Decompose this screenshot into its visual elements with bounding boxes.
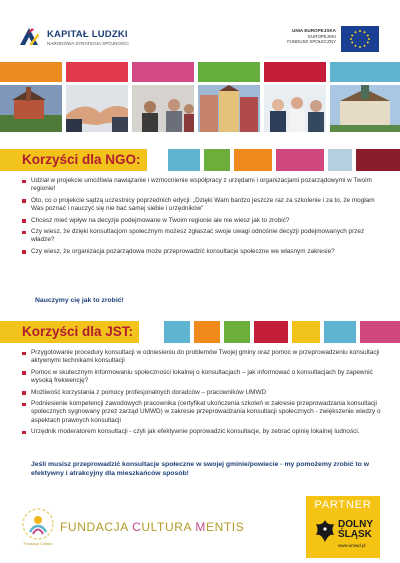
partner-label: PARTNER [314,499,372,511]
townhouses-photo [198,85,260,132]
ngo-title: Korzyści dla NGO: [0,149,147,171]
dolny-slask-eagle-icon [314,518,336,544]
jst-benefits-list [22,349,384,440]
list-item: Pomoc w skutecznym informowaniu społeczności lokalnej o konsultacjach – jak informować o konsultacjach by zapewnić wysoką frekwencję? [22,369,384,386]
town-hall-photo [330,85,400,132]
list-item: Czy wiesz, że dzięki konsultacjom społecznym możesz zgłaszać swoje uwagi odnośnie decyzji podejmowanych przez władze? [22,228,384,245]
jst-title: Korzyści dla JST: [0,321,139,343]
eu-logo [280,26,382,54]
list-item: Urzędnik moderatorem konsultacji - czyli jak efektywnie poprowadzić konsultacje, by zebrać opinię lokalnej ludności. [22,428,384,436]
mosaic-tile [66,62,128,82]
mosaic-tile [330,62,400,82]
list-item: Udział w projekcie umożliwia nawiązanie i wzmocnienie współpracy z urzędami i organizacjami pozarządowymi w Twoim regionie! [22,177,384,194]
kapital-ludzki-title: KAPITAŁ LUDZKI [47,29,128,40]
dolny-slask-url: www.umwd.pl [338,543,366,548]
banner-square [356,149,400,171]
handshake-photo [66,85,128,132]
list-item: Czy wiesz, że organizacja pozarządowa może przeprowadzić konsultacje społeczne we własnym zakresie? [22,248,384,256]
ngo-benefits-list [22,177,384,259]
audience-photo [132,85,194,132]
banner-square [254,321,288,343]
office-team-photo [264,85,326,132]
list-item: Oto, co o projekcie sądzą uczestnicy poprzednich edycji: „Dzięki Wam bardzo jeszcze raz za szkolenie i za to, że mogłam Was poznać i nauczyć się nie bać samej siebie i urzędników” [22,197,384,214]
banner-square [328,149,352,171]
fundacja-logo-icon [20,506,56,542]
eu-line1: EUROPEJSKI [308,33,336,39]
banner-square [324,321,356,343]
kapital-ludzki-subtitle: NARODOWA STRATEGIA SPÓJNOŚCI [47,41,129,46]
list-item: Możliwość korzystania z pomocy profesjonalnych doradców – pracowników UMWD [22,389,384,397]
eu-line2: FUNDUSZ SPOŁECZNY [287,39,336,45]
partner-badge [306,496,380,558]
eu-title: UNIA EUROPEJSKA [292,28,336,33]
kapital-ludzki-logo-icon [18,25,40,47]
fundacja-ring-text: Fundacja Cultura [23,542,53,546]
jst-banner [0,321,400,343]
banner-square [234,149,272,171]
eu-flag-icon [341,26,379,52]
mosaic-tile [0,62,62,82]
banner-square [360,321,400,343]
banner-square [292,321,320,343]
banner-square [168,149,200,171]
ngo-closing: Nauczymy cię jak to zrobić! [35,297,124,304]
banner-square [194,321,220,343]
header [0,0,400,62]
list-item: Przygotowanie procedury konsultacji w odniesieniu do problemów Twojej gminy oraz pomoc w przeprowadzeniu konsultacji aktywnymi technikami konsultacji [22,349,384,366]
banner-square [204,149,230,171]
mosaic-tile [264,62,326,82]
list-item: Podniesienie kompetencji zawodowych pracownika (certyfikat ukończenia szkoleń w zakresie przeprowadzania konsultacji społecznych sygnowany przez zarząd UMWD) w zakresie przeprowadzania konsultacji społecznych - zwiększenie wiedzy o aspektach prawnych konsultacji [22,400,384,425]
banner-square [164,321,190,343]
banner-square [276,149,324,171]
castle-photo [0,85,62,132]
mosaic-tile [132,62,194,82]
mosaic-tile [198,62,260,82]
ngo-banner [0,149,400,171]
dolny-slask-name: DOLNY ŚLĄSK [338,519,373,540]
banner-square [224,321,250,343]
photo-mosaic [0,62,400,134]
list-item: Chcesz mieć wpływ na decyzje podejmowane w Twoim regionie ale nie wiesz jak to zrobić? [22,217,384,225]
fundacja-name: FUNDACJA CULTURA MENTIS [60,520,245,534]
jst-closing: Jeśli musisz przeprowadzić konsultacje społeczne w swojej gminie/powiecie - my pomożemy zrobić to w efektywny i atrakcyjny dla mieszkańców sposób! [31,461,370,477]
